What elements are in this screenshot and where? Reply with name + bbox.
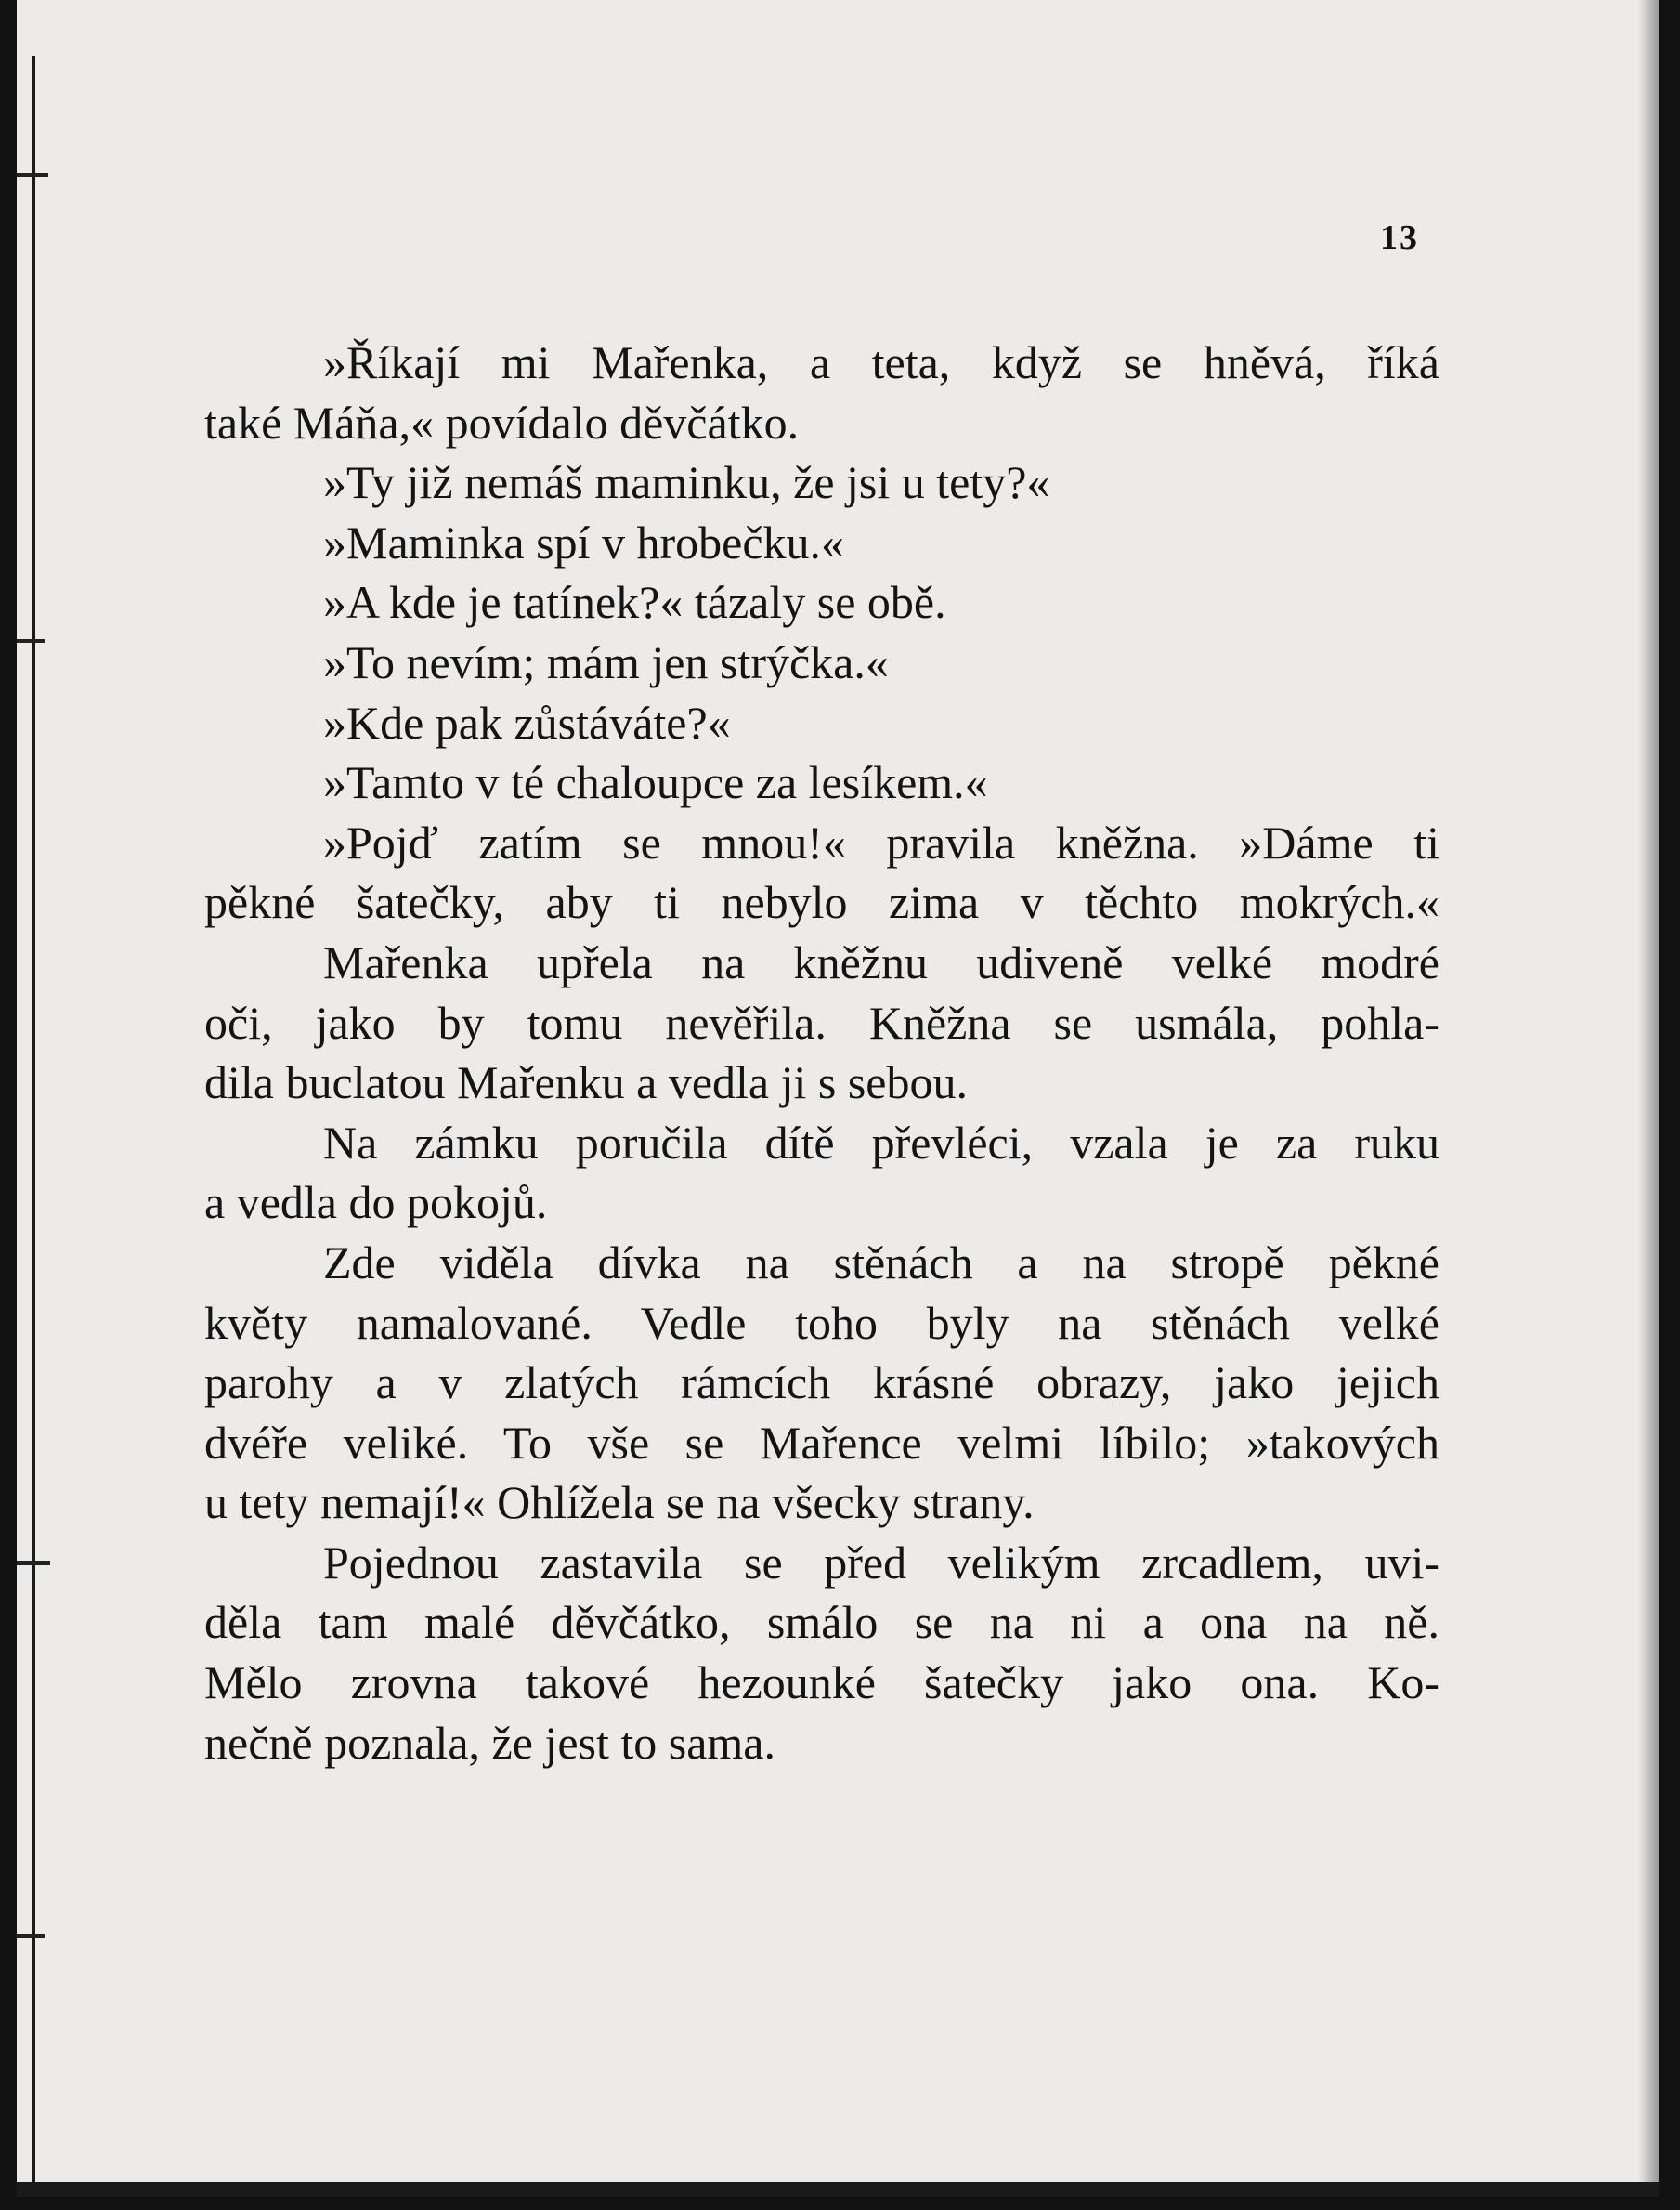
edge-mark [17, 639, 45, 643]
text-line: Zde viděla dívka na stěnách a na stropě pěkné [323, 1236, 1439, 1288]
page-bottom-edge [17, 2182, 1659, 2197]
text-line: Mělo zrovna takové hezounké šatečky jako ona. Ko- [204, 1656, 1439, 1709]
edge-mark [17, 173, 48, 177]
text-line: »Kde pak zůstáváte?« [323, 696, 731, 749]
page-number: 13 [1380, 218, 1419, 257]
text-line: »A kde je tatínek?« tázaly se obě. [323, 576, 946, 629]
text-line: květy namalované. Vedle toho byly na stěnách velké [204, 1296, 1439, 1349]
text-line: také Máňa,« povídalo děvčátko. [204, 396, 800, 449]
text-line: »Ty již nemáš maminku, že jsi u tety?« [323, 456, 1050, 509]
edge-mark [17, 1561, 50, 1565]
book-page [17, 0, 1659, 2197]
text-line: Na zámku poručila dítě převléci, vzala je za ruku [323, 1116, 1439, 1169]
text-line: »To nevím; mám jen strýčka.« [323, 635, 889, 688]
text-line: pěkné šatečky, aby ti nebylo zima v těchto mokrých.« [204, 876, 1439, 929]
text-line: dvéře veliké. To vše se Mařence velmi líbilo; »takových [204, 1416, 1439, 1469]
text-line: »Tamto v té chaloupce za lesíkem.« [323, 756, 988, 809]
edge-mark [17, 1934, 45, 1938]
text-line: a vedla do pokojů. [204, 1176, 548, 1229]
text-line: »Pojď zatím se mnou!« pravila kněžna. »Dáme ti [323, 816, 1439, 869]
text-line: Pojednou zastavila se před velikým zrcadlem, uvi- [323, 1536, 1439, 1589]
text-line: Mařenka upřela na kněžnu udiveně velké modré [323, 935, 1439, 988]
text-line: »Říkají mi Mařenka, a teta, když se hněvá, říká [323, 336, 1439, 388]
text-line: parohy a v zlatých rámcích krásné obrazy, jako jejich [204, 1356, 1439, 1409]
text-line: oči, jako by tomu nevěřila. Kněžna se usmála, pohla- [204, 996, 1439, 1049]
text-line: děla tam malé děvčátko, smálo se na ni a ona na ně. [204, 1596, 1439, 1649]
page-right-shadow [1638, 0, 1659, 2197]
text-line: nečně poznala, že jest to sama. [204, 1716, 775, 1769]
text-line: dila buclatou Mařenku a vedla ji s sebou. [204, 1056, 968, 1109]
body-text [204, 333, 1439, 1772]
page-left-edge [32, 56, 35, 2192]
text-line: u tety nemají!« Ohlížela se na všecky strany. [204, 1476, 1035, 1529]
text-line: »Maminka spí v hrobečku.« [323, 516, 845, 569]
